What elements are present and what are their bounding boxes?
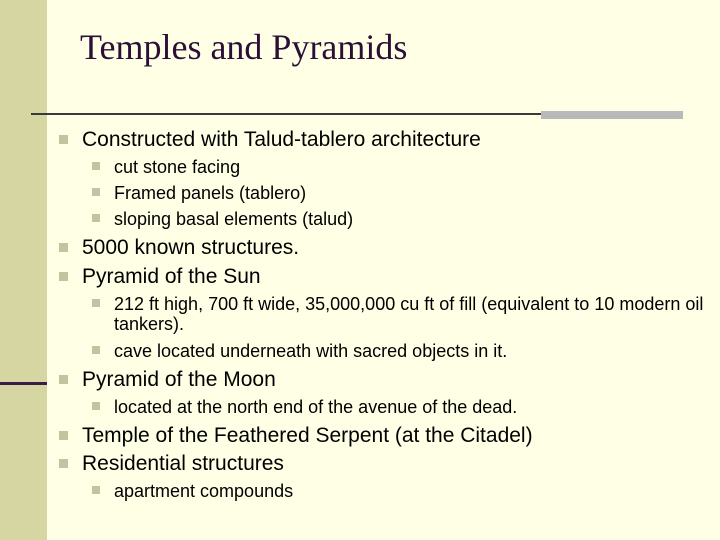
square-bullet-icon: [59, 243, 68, 252]
bullet-text: Residential structures: [82, 452, 284, 475]
bullet-text: 5000 known structures.: [82, 236, 300, 259]
slide-title: Temples and Pyramids: [80, 27, 408, 67]
bullet-text: Temple of the Feathered Serpent (at the Citadel): [82, 424, 533, 447]
bullet-text: Framed panels (tablero): [114, 183, 307, 203]
sub-bullet-item: [114, 397, 517, 418]
square-bullet-icon: [92, 162, 100, 170]
sub-bullet-item: [114, 183, 306, 204]
bullet-text: apartment compounds: [114, 481, 294, 501]
bullet-text: sloping basal elements (talud): [114, 209, 354, 229]
square-bullet-icon: [59, 459, 68, 468]
square-bullet-icon: [59, 375, 68, 384]
bullet-item: [82, 265, 261, 289]
bullet-item: [82, 128, 481, 152]
bullet-item: [82, 368, 276, 392]
square-bullet-icon: [92, 188, 100, 196]
sub-bullet-item: [114, 157, 240, 178]
sub-bullet-item: [114, 341, 507, 362]
sub-bullet-item: [114, 294, 714, 334]
bullet-text: located at the north end of the avenue of the dead.: [114, 397, 518, 417]
square-bullet-icon: [92, 299, 100, 307]
square-bullet-icon: [59, 431, 68, 440]
bullet-item: [82, 452, 284, 476]
square-bullet-icon: [92, 346, 100, 354]
bullet-text: Pyramid of the Sun: [82, 265, 261, 288]
sub-bullet-item: [114, 481, 293, 502]
bullet-text: Pyramid of the Moon: [82, 368, 276, 391]
bullet-item: [82, 236, 299, 260]
square-bullet-icon: [59, 272, 68, 281]
square-bullet-icon: [92, 214, 100, 222]
bullet-text: cut stone facing: [114, 157, 241, 177]
square-bullet-icon: [92, 402, 100, 410]
square-bullet-icon: [92, 486, 100, 494]
sub-bullet-item: [114, 209, 353, 230]
bullet-text: 212 ft high, 700 ft wide, 35,000,000 cu ft of fill (equivalent to 10 modern oil tankers).: [114, 294, 704, 334]
bullet-text: Constructed with Talud-tablero architecture: [82, 128, 481, 151]
square-bullet-icon: [59, 135, 68, 144]
bullet-item: [82, 424, 533, 448]
bullet-text: cave located underneath with sacred objects in it.: [114, 341, 508, 361]
